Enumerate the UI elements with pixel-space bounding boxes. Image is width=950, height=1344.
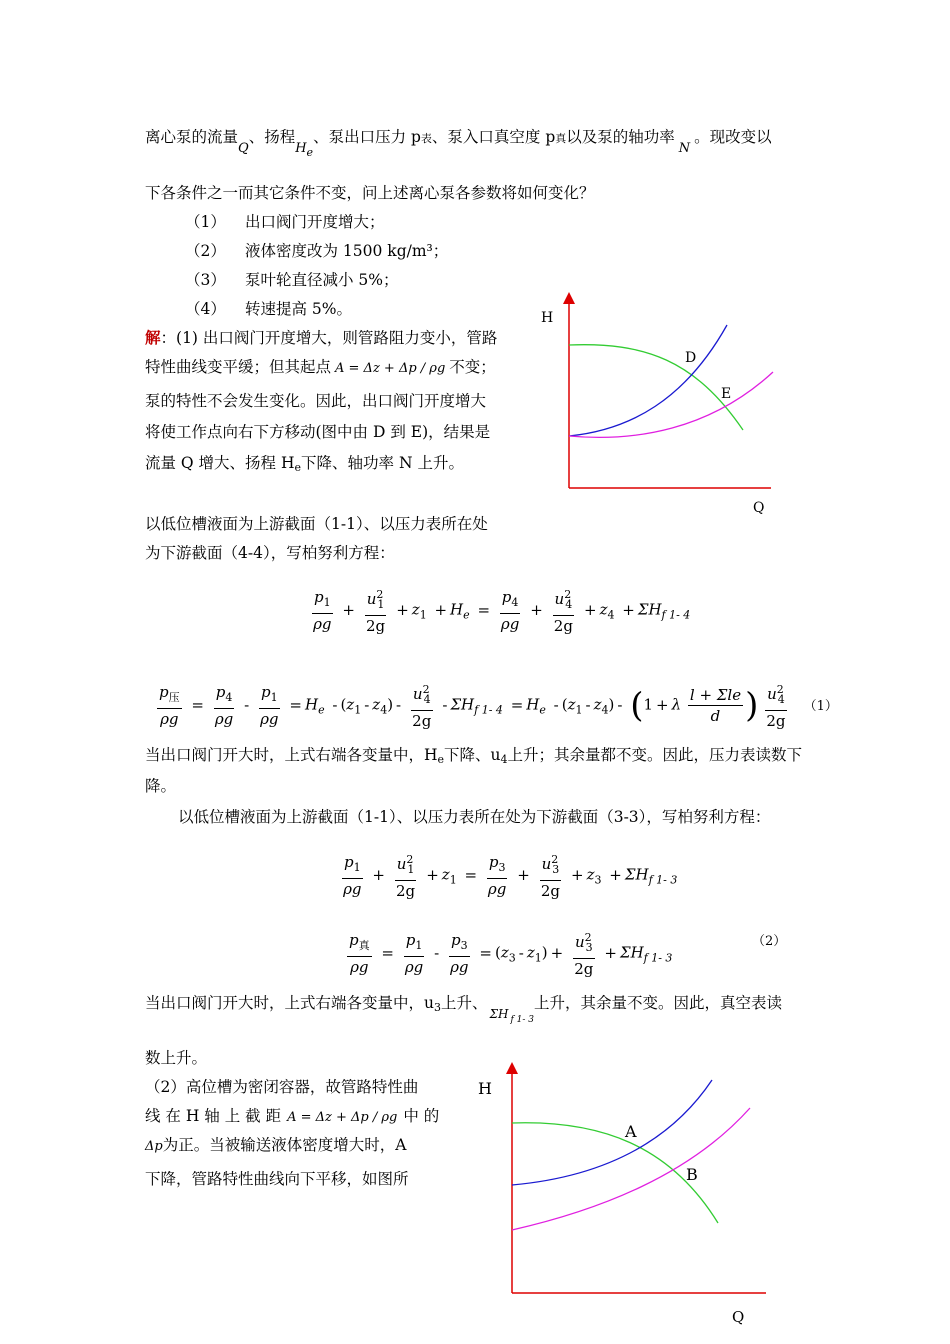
eq-sub: f 1- 3 [643, 951, 673, 965]
eq-sym: u [554, 590, 565, 608]
eq-sym: H [526, 695, 540, 714]
pump-characteristic-curve [569, 345, 743, 430]
sub-zhen: 真 [555, 132, 567, 145]
eq-sub: 3 [498, 861, 506, 874]
solution-label: 解 [145, 328, 161, 347]
point-D-label: D [685, 350, 697, 366]
eq-sup: 2 [551, 853, 559, 866]
solution-line-5 [145, 452, 464, 476]
solution-line-2 [145, 356, 496, 380]
eq-sub: 1 [377, 598, 385, 611]
condition-1 [185, 211, 385, 233]
eq-sub: f 1- 3 [648, 873, 678, 887]
condition-num: （4） [185, 300, 226, 318]
condition-text: 转速提高 5%。 [245, 300, 353, 318]
eq-sym: z [500, 943, 509, 962]
eq-sub: 4 [601, 703, 609, 717]
intro-text-a: 离心泵的流量 [145, 128, 239, 146]
part2-line-2 [145, 1105, 439, 1129]
eq-sym: u [366, 590, 377, 608]
eq-sym: p [314, 588, 324, 606]
conclusion-2-line-2: 数上升。 [145, 1049, 208, 1067]
subscript: e [294, 461, 302, 474]
intro-text-b: 、扬程 [248, 128, 296, 146]
pressure-gauge-equation: $\frac{p_压}{\rho g}$ = $\frac{p_4}{\rho g}$ - $\frac{p_1}{\rho g}$ = $H_e - (z_1 - z_4)$ - $\frac{u^2_4}{2g}$ - $\Sigma H_{f 1- 4} = H_e - (z_1 - z_4) - (1 + \lambda$ $\frac{\text{l + Σle}}{d}$ ) $\frac{u^2_4}{2g}$ （1） [155, 680, 838, 731]
eq-sym: z [593, 695, 602, 714]
condition-text: 出口阀门开度增大； [245, 213, 385, 231]
eq-sym: ρg [160, 710, 179, 728]
symbol-Q: Q [238, 141, 249, 156]
symbol-He: H [295, 141, 307, 156]
eq-sub: 1 [353, 861, 361, 874]
eq-sym: u [396, 855, 407, 873]
condition-text: 液体密度改为 1500 kg/m³； [245, 242, 449, 260]
point-B-label: B [686, 1165, 698, 1184]
solution-text: 特性曲线变平缓；但其起点 [145, 358, 332, 376]
x-axis-label: Q [753, 500, 765, 516]
condition-num: （2） [185, 242, 226, 260]
bernoulli-intro-2: 以低位槽液面为上游截面（1-1）、以压力表所在处为下游截面（3-3），写柏努利方程： [178, 808, 771, 826]
eq-sub: 4 [777, 693, 785, 706]
eq-sub: 3 [585, 941, 593, 954]
condition-num: （1） [185, 213, 226, 231]
eq-sup: 2 [422, 683, 430, 696]
part2-text: 中 的 [403, 1107, 440, 1125]
point-A-label: A [625, 1122, 637, 1141]
eq-sym: ρg [260, 710, 279, 728]
part2-line-1: （2）高位槽为密闭容器，故管路特性曲 [145, 1078, 419, 1096]
eq-sym: ρg [487, 880, 507, 898]
eq-sym: 2g [553, 617, 573, 635]
intro-text-c: 、泵出口压力 p [313, 128, 421, 146]
eq-sym: ρg [450, 958, 469, 976]
eq-sub: 3 [460, 939, 468, 952]
eq-sym: p [451, 931, 461, 949]
eq-sym: ΣH [489, 1007, 509, 1021]
condition-4 [185, 298, 353, 320]
eq-sym: z [411, 600, 420, 619]
subscript: e [437, 753, 445, 766]
equation-number-2: （2） [752, 934, 787, 949]
eq-sym: 2g [766, 712, 786, 730]
eq-sub: 1 [419, 608, 427, 622]
sub-biao: 表 [420, 132, 432, 145]
eq-sym: p [215, 683, 226, 701]
bernoulli-equation-2: $\frac{p_1}{\rho g}$ + $\frac{u^2_1}{2g}$ + $z_1$ = $\frac{p_3}{\rho g}$ + $\frac{u^2_3}{2g}$ + $z_3 + \Sigma H_{f 1- 3}$ [340, 850, 677, 901]
eq-sym: H [450, 600, 464, 619]
eq-sub: 1 [415, 939, 423, 952]
eq-sub: 3 [594, 873, 602, 887]
eq-sub: 1 [354, 703, 362, 717]
eq-sub: 3 [552, 863, 560, 876]
bernoulli-intro-1b: 为下游截面（4-4），写柏努利方程： [145, 544, 395, 562]
eq-sub: 3 [508, 951, 516, 965]
solution-text: 下降、轴功率 N 上升。 [301, 454, 464, 472]
pipeline-curve-original [512, 1080, 712, 1185]
conclusion-2-line-1 [145, 992, 783, 1025]
condition-3 [185, 269, 399, 291]
eq-sym: ρg [343, 880, 362, 898]
conclusion-text: 上升、 [440, 994, 488, 1012]
solution-text: 流量 Q 增大、扬程 H [145, 454, 295, 472]
symbol-delta-p: Δp [145, 1139, 163, 1154]
eq-sym: u [412, 685, 423, 703]
eq-sym: p [159, 683, 169, 701]
x-axis-label: Q [732, 1308, 745, 1326]
eq-sup: 2 [564, 588, 572, 601]
condition-2 [185, 240, 449, 262]
vacuum-gauge-equation: $\frac{p_真}{\rho g}$ = $\frac{p_1}{\rho g}$ - $\frac{p_3}{\rho g}$ = $(z_3 - z_1)$ + $\frac{u^2_3}{2g}$ + $\Sigma H_{f 1- 3}$ [345, 928, 672, 979]
y-axis-label: H [478, 1079, 492, 1098]
part2-line-4: 下降，管路特性曲线向下平移，如图所 [145, 1170, 409, 1188]
eq-sub: f 1- 4 [474, 703, 503, 717]
eq-sub: e [539, 703, 546, 717]
eq-sym: 2g [366, 617, 386, 635]
symbol-He-sub: e [306, 146, 314, 159]
eq-sup: 2 [584, 931, 592, 944]
eq-sym: p [261, 683, 271, 701]
condition-num: （3） [185, 271, 226, 289]
eq-sub: e [463, 608, 470, 622]
bernoulli-intro-1a: 以低位槽液面为上游截面（1-1）、以压力表所在处 [145, 515, 488, 533]
eq-sup: 2 [376, 588, 384, 601]
part2-text: 线 在 H 轴 上 截 距 [145, 1107, 282, 1125]
eq-sym: λ [671, 695, 682, 714]
eq-sym: z [567, 695, 576, 714]
eq-sym: u [574, 933, 585, 951]
eq-sym: p [405, 931, 416, 949]
eq-sym: p [488, 853, 499, 871]
eq-sym: ρg [313, 615, 332, 633]
solution-line-3: 泵的特性不会发生变化。因此，出口阀门开度增大 [145, 392, 487, 410]
eq-sub: 1 [270, 691, 278, 704]
eq-sub: 4 [607, 608, 615, 622]
eq-sym: u [767, 685, 777, 703]
eq-sub: f 1- 4 [661, 608, 691, 622]
intro-text-e: 以及泵的轴功率 [566, 128, 675, 146]
eq-sub: 4 [423, 693, 431, 706]
eq-sym: p [344, 853, 354, 871]
formula-A: A = Δz + Δp / ρg [335, 361, 446, 376]
conclusion-text: 下降、u [444, 746, 501, 764]
equation-number: （1） [803, 698, 838, 714]
conclusion-text: 当出口阀门开大时，上式右端各变量中，H [145, 746, 438, 764]
pipeline-curve-flattened [569, 372, 773, 437]
point-E-label: E [721, 386, 732, 402]
eq-sup: 2 [406, 853, 414, 866]
solution-text: 不变； [449, 358, 496, 376]
eq-sub: 4 [565, 598, 573, 611]
subscript: 4 [500, 753, 508, 766]
eq-sym: z [372, 695, 381, 714]
eq-sym: 2g [540, 882, 560, 900]
eq-sym: d [710, 707, 721, 725]
eq-sub: 4 [225, 691, 233, 704]
eq-sub: f 1- 3 [510, 1015, 534, 1025]
y-axis-label: H [541, 310, 554, 326]
condition-text: 泵叶轮直径减小 5%； [245, 271, 399, 289]
conclusion-text: 上升，其余量不变。因此，真空表读 [534, 994, 783, 1012]
subscript: 3 [433, 1001, 441, 1014]
eq-sym: 2g [574, 960, 594, 978]
eq-sub: 1 [449, 873, 457, 887]
eq-sup: 2 [776, 683, 784, 696]
intro-line-2: 下各条件之一而其它条件不变，问上述离心泵各参数将如何变化？ [145, 184, 595, 202]
eq-sym: l + Σle [689, 686, 742, 704]
eq-sym: z [346, 695, 355, 714]
eq-sym: z [599, 600, 608, 619]
conclusion-1-line-2: 降。 [145, 777, 177, 795]
eq-sym: ρg [404, 958, 424, 976]
intro-line-1 [145, 126, 772, 159]
pump-curve-chart-2 [470, 1060, 770, 1340]
solution-line-1 [145, 327, 497, 349]
eq-sym: ΣH [450, 695, 475, 714]
eq-sym: ρg [214, 710, 234, 728]
pump-curve-chart-1 [535, 290, 775, 530]
eq-sub: 4 [380, 703, 388, 717]
eq-sym: 2g [396, 882, 416, 900]
eq-sym: z [441, 865, 450, 884]
eq-sym: z [526, 943, 535, 962]
eq-sym: p [349, 931, 359, 949]
intro-text-f: 。现改变以 [694, 128, 772, 146]
formula-A: A = Δz + Δp / ρg [287, 1110, 398, 1125]
symbol-N: N [678, 141, 691, 156]
eq-sub: 1 [323, 596, 331, 609]
intro-text-d: 、泵入口真空度 p [431, 128, 556, 146]
conclusion-text: 上升；其余量都不变。因此，压力表读数下 [507, 746, 803, 764]
part2-line-3 [145, 1134, 406, 1158]
eq-sym: ΣH [624, 865, 649, 884]
eq-sym: 2g [412, 712, 432, 730]
eq-sym: H [304, 695, 319, 714]
eq-sub: e [318, 703, 325, 717]
eq-sub: 真 [358, 939, 370, 952]
pipeline-curve-original [569, 325, 727, 436]
part2-text: 为正。当被输送液体密度增大时，A [162, 1136, 407, 1154]
eq-sym: p [501, 588, 512, 606]
eq-sym: ρg [350, 958, 369, 976]
eq-sub: 1 [407, 863, 415, 876]
eq-sub: 1 [575, 703, 583, 717]
solution-line-4: 将使工作点向右下方移动(图中由 D 到 E)，结果是 [145, 423, 491, 441]
bernoulli-equation-1: $\frac{p_1}{\rho g}$ + $\frac{u^2_1}{2g}$ + $z_1 + H_e$ = $\frac{p_4}{\rho g}$ + $\frac{u^2_4}{2g}$ + $z_4 + \Sigma H_{f 1- 4}$ [310, 585, 690, 636]
eq-sym: ΣH [619, 943, 644, 962]
eq-sym: ρg [500, 615, 520, 633]
eq-sub: 4 [511, 596, 519, 609]
eq-sym: z [586, 865, 595, 884]
eq-sub: 压 [168, 691, 180, 704]
eq-sym: ΣH [637, 600, 662, 619]
conclusion-text: 当出口阀门开大时，上式右端各变量中，u [145, 994, 434, 1012]
eq-sym: u [541, 855, 552, 873]
eq-sub: 1 [534, 951, 542, 965]
solution-text: ：(1) 出口阀门开度增大，则管路阻力变小，管路 [160, 329, 498, 347]
conclusion-1-line-1 [145, 744, 802, 768]
